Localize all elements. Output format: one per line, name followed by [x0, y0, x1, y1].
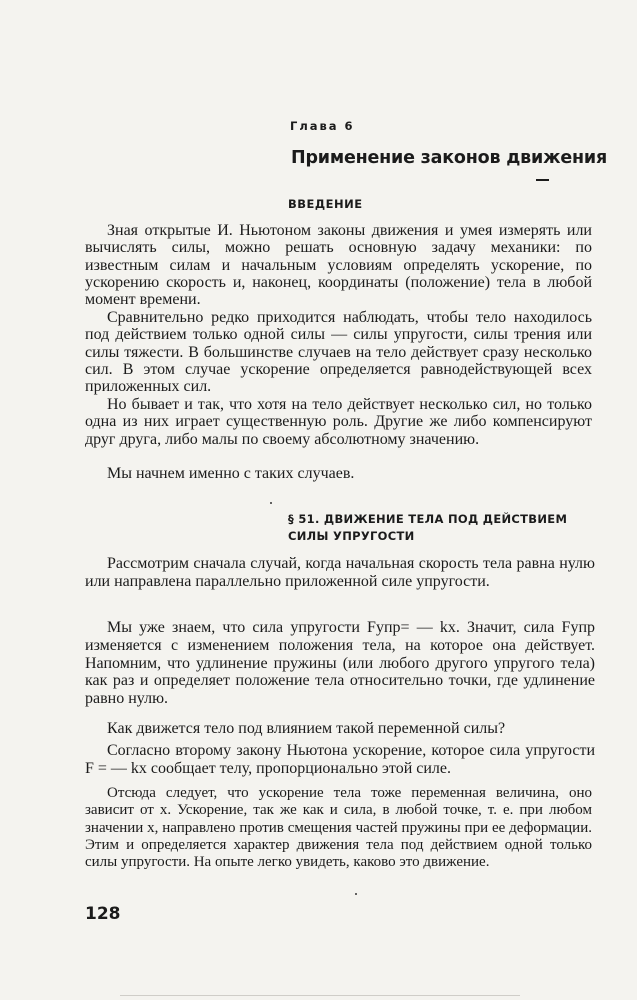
scan-speck	[355, 893, 357, 895]
section-paragraph-4: Согласно второму закону Ньютона ускорение, которое сила упругости F = — kx сообщает телу, пропорционально этой силе.	[85, 742, 595, 777]
scan-speck	[270, 502, 272, 504]
intro-paragraph-1: Зная открытые И. Ньютоном законы движения и умея измерять или вычислять силы, можно решать основную задачу механики: по известным силам и начальным условиям определять ускорение, по ускорению скорость и, наконец, координаты (положение) тела в любой момент времени.	[85, 222, 592, 309]
intro-heading: ВВЕДЕНИЕ	[288, 197, 363, 211]
section-paragraph-2: Мы уже знаем, что сила упругости Fупр= — kx. Значит, сила Fупр изменяется с изменением положения тела, на которое она действует. Напомним, что удлинение пружины (или любого другого упругого тела) как раз и определяет положение тела относительно точки, где удлинение равно нулю.	[85, 619, 595, 708]
section-heading: § 51. ДВИЖЕНИЕ ТЕЛА ПОД ДЕЙСТВИЕМ СИЛЫ УПРУГОСТИ	[288, 512, 568, 543]
title-dash-mark	[536, 179, 549, 181]
intro-paragraph-2: Сравнительно редко приходится наблюдать, чтобы тело находилось под действием только одной силы — силы упругости, силы трения или силы тяжести. В большинстве случаев на тело действует сразу несколько сил. В этом случае ускорение определяется равнодействующей всех приложенных сил.	[85, 309, 592, 396]
section-paragraph-5: Отсюда следует, что ускорение тела тоже переменная величина, оно зависит от x. Ускорение, так же как и сила, в любой точке, т. е. при любом значении x, направлено против смещения частей пружины при ее деформации. Этим и определяется характер движения тела под действием одной только силы упругости. На опыте легко увидеть, каково это движение.	[85, 785, 592, 871]
intro-paragraph-4: Мы начнем именно с таких случаев.	[107, 465, 355, 482]
page-number: 128	[85, 904, 121, 924]
chapter-label: Глава 6	[290, 119, 355, 133]
chapter-title: Применение законов движения	[291, 148, 607, 168]
scan-edge-line	[120, 995, 520, 996]
section-paragraph-1: Рассмотрим сначала случай, когда начальная скорость тела равна нулю или направлена параллельно приложенной силе упругости.	[85, 555, 595, 590]
section-paragraph-3: Как движется тело под влиянием такой переменной силы?	[107, 720, 506, 737]
intro-paragraph-3: Но бывает и так, что хотя на тело действует несколько сил, но только одна из них играет существенную роль. Другие же либо компенсируют друг друга, либо малы по своему абсолютному значению.	[85, 396, 592, 448]
